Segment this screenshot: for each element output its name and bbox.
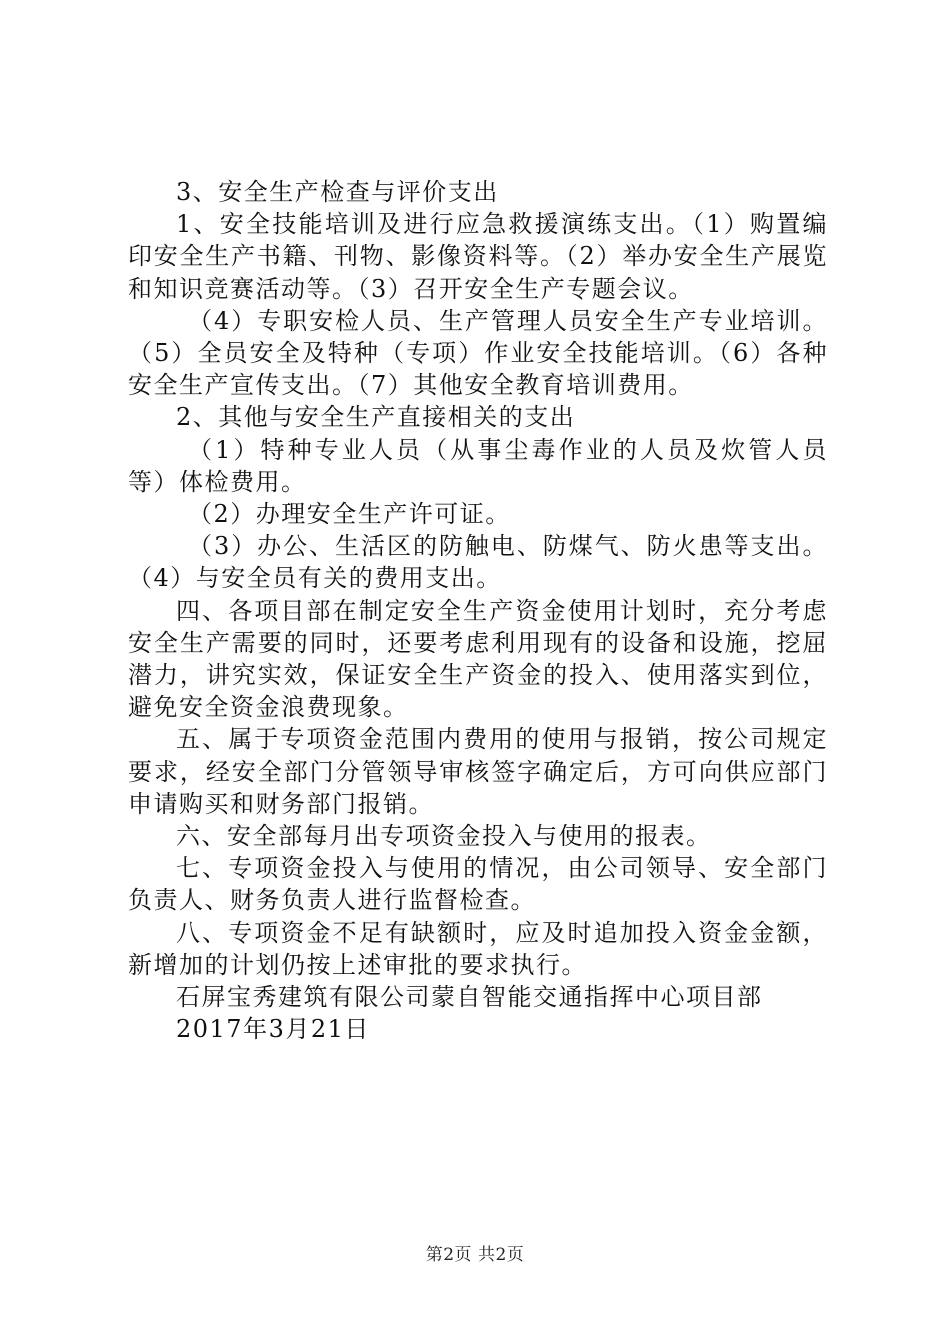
- paragraph-health-check: （1）特种专业人员（从事尘毒作业的人员及炊管人员等）体检费用。: [128, 435, 828, 496]
- document-body: [128, 176, 828, 1045]
- paragraph-item-eight: 八、专项资金不足有缺额时，应及时追加投入资金金额，新增加的计划仍按上述审批的要求执行。: [128, 918, 828, 979]
- paragraph-office-safety: （3）办公、生活区的防触电、防煤气、防火患等支出。（4）与安全员有关的费用支出。: [128, 532, 828, 593]
- paragraph-training: 1、安全技能培训及进行应急救援演练支出。（1）购置编印安全生产书籍、刊物、影像资料等。（2）举办安全生产展览和知识竞赛活动等。（3）召开安全生产专题会议。: [128, 210, 828, 303]
- section-heading-other-expenses: 2、其他与安全生产直接相关的支出: [176, 403, 576, 432]
- paragraph-training-continued: （4）专职安检人员、生产管理人员安全生产专业培训。（5）全员安全及特种（专项）作业安全技能培训。（6）各种安全生产宣传支出。（7）其他安全教育培训费用。: [128, 306, 828, 400]
- paragraph-item-four: 四、各项目部在制定安全生产资金使用计划时，充分考虑安全生产需要的同时，还要考虑利用现有的设备和设施，挖屈潜力，讲究实效，保证安全生产资金的投入、使用落实到位，避免安全资金浪费现象。: [128, 596, 828, 722]
- section-heading-inspection: 3、安全生产检查与评价支出: [176, 178, 499, 206]
- page-number-footer: 第2页 共2页: [425, 1245, 525, 1265]
- paragraph-item-seven: 七、专项资金投入与使用的情况，由公司领导、安全部门负责人、财务负责人进行监督检查。: [128, 854, 828, 915]
- paragraph-item-six: 六、安全部每月出专项资金投入与使用的报表。: [176, 822, 712, 851]
- signature-organization: 石屏宝秀建筑有限公司蒙自智能交通指挥中心项目部: [176, 983, 763, 1012]
- paragraph-permit: （2）办理安全生产许可证。: [188, 500, 511, 529]
- signature-date: 2017年3月21日: [176, 1015, 370, 1044]
- paragraph-item-five: 五、属于专项资金范围内费用的使用与报销，按公司规定要求，经安全部门分管领导审核签字确定后，方可向供应部门申请购买和财务部门报销。: [128, 725, 828, 818]
